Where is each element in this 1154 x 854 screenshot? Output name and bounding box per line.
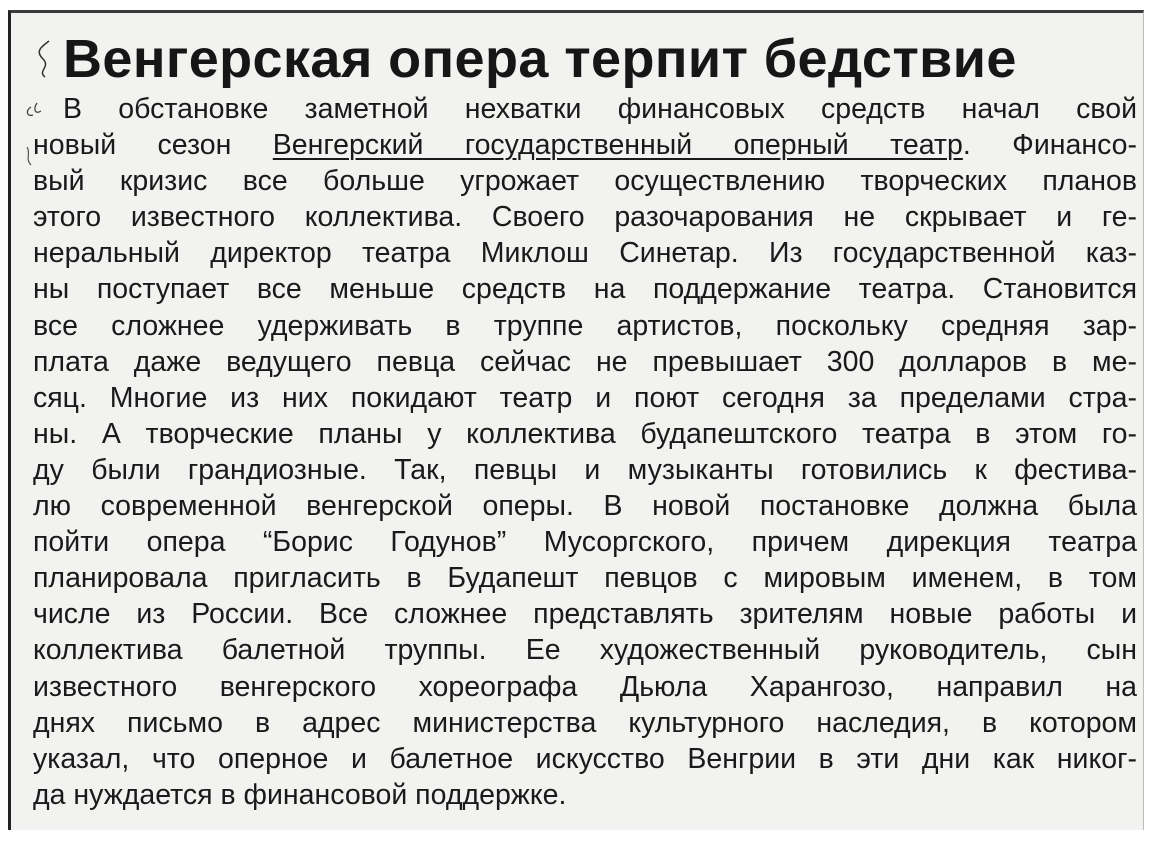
newspaper-clipping [8,10,1144,830]
article-line: ны. А творческие планы у коллектива будапештского театра в этом го- [33,417,1137,450]
article-line: этого известного коллектива. Своего разочарования не скрывает и ге- [33,201,1137,234]
article-line: В обстановке заметной нехватки финансовых средств начал свой [63,93,1137,125]
article-line: числе из России. Все сложнее представлять зрителям новые работы и [33,598,1137,631]
article-line-text: новый сезон [33,129,232,162]
article-line: ду были грандиозные. Так, певцы и музыканты готовились к фестива- [33,453,1137,486]
article-line: лю современной венгерской оперы. В новой постановке должна была [33,490,1137,523]
article-line: коллектива балетной труппы. Ее художественный руководитель, сын [33,634,1137,667]
article-line: пойти опера “Борис Годунов” Мусоргского, причем дирекция театра [33,526,1137,559]
article-line: планировала пригласить в Будапешт певцов с мировым именем, в том [33,562,1137,595]
article-line: сяц. Многие из них покидают театр и поют сегодня за пределами стра- [33,381,1137,414]
article-line: днях письмо в адрес министерства культурного наследия, в котором [33,706,1137,739]
article-line: плата даже ведущего певца сейчас не превышает 300 долларов в ме- [33,345,1137,378]
article-line: да нуждается в финансовой поддержке. [33,778,567,811]
article-line: известного венгерского хореографа Дьюла Харангозо, направил на [33,670,1137,703]
article-line: ны поступает все меньше средств на поддержание театра. Становится [33,273,1137,306]
theatre-name-underlined: Венгерский государственный оперный театр [272,129,963,162]
article-line [33,127,1137,163]
article-line: все сложнее удерживать в труппе артистов, поскольку средняя зар- [33,309,1137,342]
article-line-text: . Финансо- [962,129,1137,162]
article-line: неральный директор театра Миклош Синетар. Из государственной каз- [33,237,1137,270]
article-line: указал, что оперное и балетное искусство Венгрии в эти дни как никог- [33,742,1137,775]
article-body [33,91,1137,813]
article-headline: Венгерская опера терпит бедствие [63,29,1017,89]
article-line: вый кризис все больше угрожает осуществлению творческих планов [33,165,1137,198]
